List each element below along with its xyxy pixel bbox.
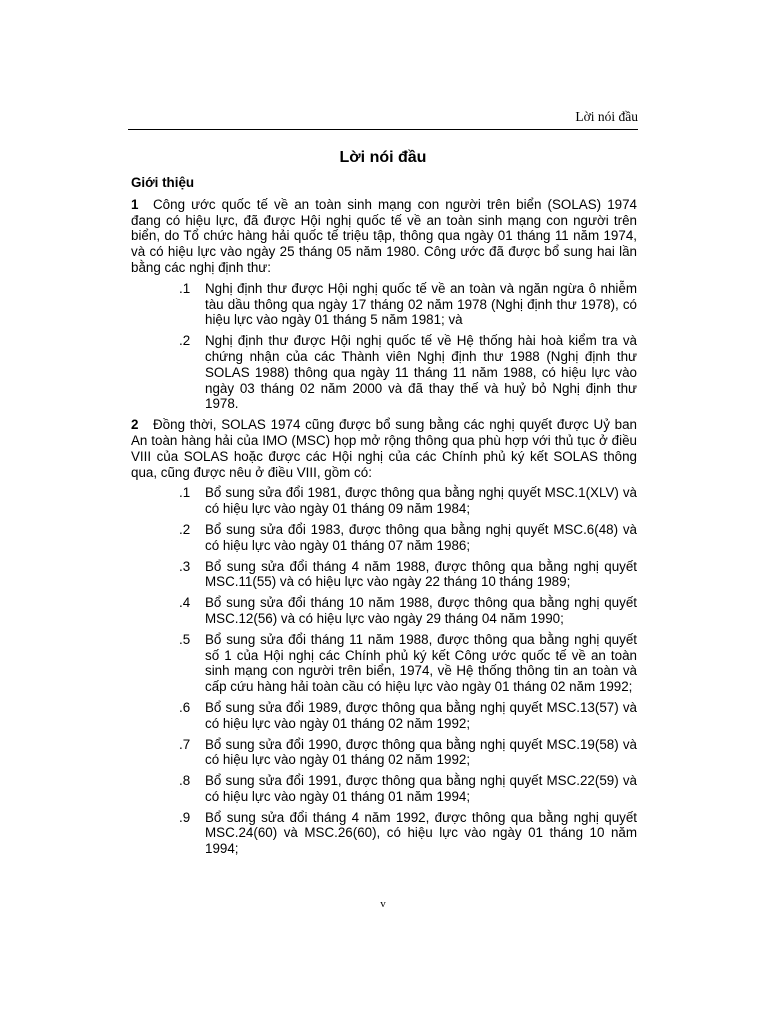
list-item-text: Bổ sung sửa đổi tháng 4 năm 1992, được thông qua bằng nghị quyết MSC.24(60) và MSC.26(60), có hiệu lực vào ngày 01 tháng 10 năm 1994; bbox=[205, 809, 637, 857]
list-marker: .3 bbox=[179, 558, 191, 574]
list-item bbox=[131, 737, 637, 769]
list-item-text: Bổ sung sửa đổi 1989, được thông qua bằng nghị quyết MSC.13(57) và có hiệu lực vào ngày 01 tháng 02 năm 1992; bbox=[205, 699, 637, 731]
list-marker: .5 bbox=[179, 631, 191, 647]
list-item bbox=[131, 333, 637, 412]
list-item-text: Bổ sung sửa đổi tháng 10 năm 1988, được thông qua bằng nghị quyết MSC.12(56) và có hiệu lực vào ngày 29 tháng 04 năm 1990; bbox=[205, 595, 637, 626]
list-item-text: Bổ sung sửa đổi tháng 11 năm 1988, được thông qua bằng nghị quyết số 1 của Hội nghị các Chính phủ ký kết Công ước quốc tế về an toàn sinh mạng con người trên biển, 1974, về Hệ thống thông tin an toàn và cấp cứu hàng hải toàn cầu có hiệu lực vào ngày 01 tháng 02 năm 1992; bbox=[205, 631, 637, 695]
list-marker: .1 bbox=[179, 280, 191, 296]
list-item-text: Bổ sung sửa đổi 1991, được thông qua bằng nghị quyết MSC.22(59) và có hiệu lực vào ngày 01 tháng 01 năm 1994; bbox=[205, 773, 637, 804]
page-number: v bbox=[380, 898, 386, 910]
list-item bbox=[131, 700, 637, 732]
list-item bbox=[131, 281, 637, 328]
page-title: Lời nói đầu bbox=[339, 149, 427, 166]
list-item-text: Nghị định thư được Hội nghị quốc tế về Hệ thống hài hoà kiểm tra và chứng nhận của các Thành viên Nghị định thư 1988 (Nghị định thư SOLAS 1988) thông qua ngày 11 tháng 11 năm 1988, có hiệu lực vào ngày 03 tháng 02 năm 2000 và đã thay thế và huỷ bỏ Nghị định thư 1978. bbox=[205, 333, 637, 412]
list-marker: .2 bbox=[179, 333, 191, 349]
list-item bbox=[131, 485, 637, 517]
paragraph-number: 2 bbox=[131, 417, 139, 433]
list-item bbox=[131, 632, 637, 695]
list-marker: .8 bbox=[179, 773, 191, 789]
list-item bbox=[131, 559, 637, 591]
section-heading: Giới thiệu bbox=[131, 175, 195, 190]
list-item-text: Nghị định thư được Hội nghị quốc tế về an toàn và ngăn ngừa ô nhiễm tàu dầu thông qua ngày 17 tháng 02 năm 1978 (Nghị định thư 1978), có hiệu lực vào ngày 01 tháng 5 năm 1981; và bbox=[205, 280, 637, 328]
paragraph-1 bbox=[131, 197, 637, 276]
running-header: Lời nói đầu bbox=[128, 108, 638, 130]
list-item-text: Bổ sung sửa đổi 1981, được thông qua bằng nghị quyết MSC.1(XLV) và có hiệu lực vào ngày 01 tháng 09 năm 1984; bbox=[205, 485, 637, 517]
list-item-text: Bổ sung sửa đổi 1990, được thông qua bằng nghị quyết MSC.19(58) và có hiệu lực vào ngày 01 tháng 02 năm 1992; bbox=[205, 736, 637, 768]
list-marker: .1 bbox=[179, 485, 191, 501]
list-item-text: Bổ sung sửa đổi 1983, được thông qua bằng nghị quyết MSC.6(48) và có hiệu lực vào ngày 01 tháng 07 năm 1986; bbox=[205, 521, 637, 553]
list-item bbox=[131, 773, 637, 805]
paragraph-2 bbox=[131, 417, 637, 480]
document-body bbox=[131, 175, 637, 862]
list-item bbox=[131, 595, 637, 627]
list-item bbox=[131, 810, 637, 857]
list-item-text: Bổ sung sửa đổi tháng 4 năm 1988, được thông qua bằng nghị quyết MSC.11(55) và có hiệu lực vào ngày 22 tháng 10 tháng 1989; bbox=[205, 558, 637, 590]
list-marker: .7 bbox=[179, 736, 191, 752]
list-marker: .2 bbox=[179, 521, 191, 537]
paragraph-number: 1 bbox=[131, 196, 139, 212]
list-marker: .9 bbox=[179, 809, 191, 825]
list-marker: .4 bbox=[179, 595, 191, 611]
paragraph-text: Công ước quốc tế về an toàn sinh mạng con người trên biển (SOLAS) 1974 đang có hiệu lực, đã được Hội nghị quốc tế về an toàn sinh mạng con người trên biển, do Tổ chức hàng hải quốc tế triệu tập, thông qua ngày 01 tháng 11 năm 1974, và có hiệu lực vào ngày 25 tháng 05 năm 1980. Công ước đã được bổ sung hai lần bằng các nghị định thư: bbox=[131, 196, 637, 275]
list-item bbox=[131, 522, 637, 554]
list-marker: .6 bbox=[179, 699, 191, 715]
paragraph-text: Đồng thời, SOLAS 1974 cũng được bổ sung bằng các nghị quyết được Uỷ ban An toàn hàng hải của IMO (MSC) họp mở rộng thông qua phù hợp với thủ tục ở điều VIII của SOLAS hoặc được các Hội nghị của các Chính phủ ký kết SOLAS thông qua, cũng được nêu ở điều VIII, gồm có: bbox=[131, 417, 637, 480]
